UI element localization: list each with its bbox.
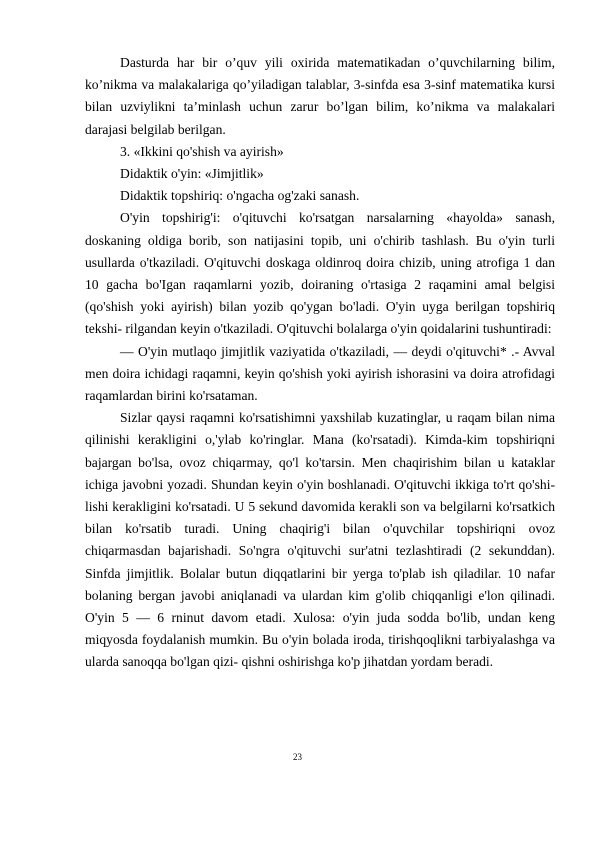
didactic-task: Didaktik topshiriq: o'ngacha og'zaki sanash. bbox=[120, 188, 360, 204]
section-heading: 3. «Ikkini qo'shish va ayirish» bbox=[120, 143, 284, 159]
document-body bbox=[85, 52, 555, 674]
paragraph-game-task: O'yin topshirig'i: o'qituvchi ko'rsatgan narsalarning «hayolda» sanash, doskaning oldiga borib, son natijasini topib, uni o'chirib tashlash. Bu o'yin turli usullarda o'tkaziladi. O'qituvchi doskaga oldinroq doira chizib, uning atrofiga 1 dan 10 gacha bo'Igan raqamlarni yozib, doiraning o'rtasiga 2 raqamini amal belgisi (qo'shish yoki ayirish) bilan yozib qo'ygan bo'ladi. O'yin uyga berilgan topshiriq tekshi- rilgandan keyin o'tkaziladi. O'qituvchi bolalarga o'yin qoidalarini tushuntiradi: bbox=[85, 210, 555, 337]
didactic-game-title: Didaktik o'yin: «Jimjitlik» bbox=[120, 166, 264, 182]
paragraph-game-process: Sizlar qaysi raqamni ko'rsatishimni yaxshilab kuzatinglar, u raqam bilan nima qilinishi kerakligini o,'ylab ko'ringlar. Mana (ko'rsatadi). Kimda-kim topshiriqni bajargan bo'lsa, ovoz chiqarmay, qo'l ko'tarsin. Men chaqirishim bilan u kataklar ichiga javobni yozadi. Shundan keyin o'yin boshlanadi. O'qituvchi ikkiga to'rt qo'shi- lishi kerakligini ko'rsatadi. U 5 sekund davomida kerakli son va belgilarni ko'rsatkich bilan ko'rsatib turadi. Uning chaqirig'i bilan o'quvchilar topshiriqni ovoz chiqarmasdan bajarishadi. So'ngra o'qituvchi sur'atni tezlashtiradi (2 sekunddan). Sinfda jimjitlik. Bolalar butun diqqatlarini bir yerga to'plab ish qiladilar. 10 nafar bolaning bergan javobi aniqlanadi va ulardan kim g'olib chiqqanligi e'lon qilinadi. O'yin 5 — 6 rninut davom etadi. Xulosa: o'yin juda sodda bo'lib, undan keng miqyosda foydalanish mumkin. Bu o'yin bolada iroda, tirishqoqlikni tarbiyalashga va ularda sanoqqa bo'lgan qizi- qishni oshirishga ko'p jihatdan yordam beradi. bbox=[85, 410, 555, 670]
paragraph-intro: Dasturda har bir o’quv yili oxirida matematikadan o’quvchilarning bilim, ko’nikma va malakalariga qo’yiladigan talablar, 3-sinfda esa 3-sinf matematika kursi bilan uzviylikni ta’minlash uchun zarur bo’lgan bilim, ko’nikma va malakalari darajasi belgilab berilgan. bbox=[85, 55, 555, 137]
paragraph-teacher-speech: — O'yin mutlaqo jimjitlik vaziyatida o'tkaziladi, — deydi o'qituvchi* .- Avval men doira ichidagi raqamni, keyin qo'shish yoki ayirish ishorasini va doira atrofidagi raqamlardan birini ko'rsataman. bbox=[85, 343, 555, 404]
page-number: 23 bbox=[293, 752, 302, 762]
